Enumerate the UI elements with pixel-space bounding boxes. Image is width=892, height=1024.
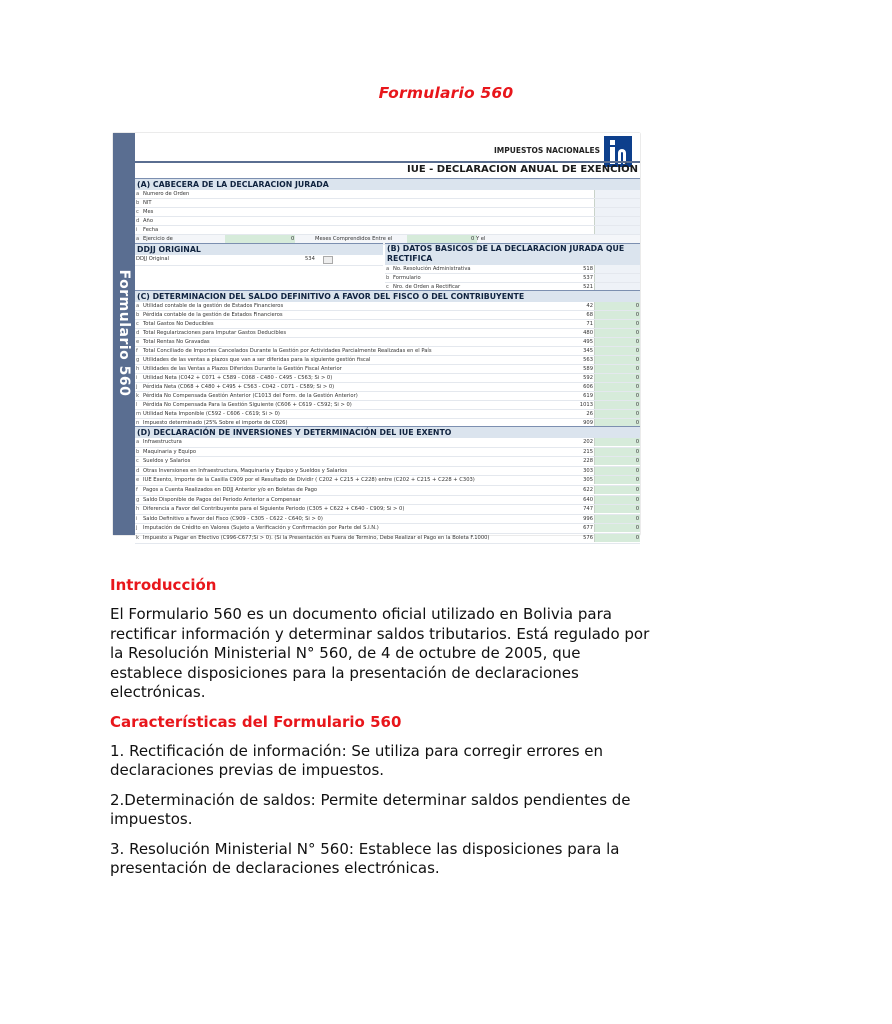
form-row: h Utilidades de las Ventas a Plazos Diferidos Durante la Gestión Fiscal Anterior 589 0 — [136, 366, 639, 372]
period-row: a Ejercicio de 0 Meses Comprendidos Entre el 0 Y el — [135, 235, 640, 245]
form-row: c Total Gastos No Deducibles 71 0 — [136, 321, 639, 327]
form-row: b Pérdida contable de la gestión de Estados Financieros 68 0 — [136, 312, 639, 318]
form-row: b NIT — [135, 199, 640, 208]
form-row: d Otras Inversiones en Infraestructura, Maquinaria y Equipo y Sueldos y Salarios 303 0 — [135, 467, 640, 477]
section-a-heading: (A) CABECERA DE LA DECLARACION JURADA — [135, 178, 640, 190]
form-row: f Pagos a Cuenta Realizados en DDJJ Anterior y/o en Boletas de Pago 622 0 — [135, 486, 640, 496]
form-row: a Utilidad contable de la gestión de Estados Financieros 42 0 — [136, 303, 639, 309]
form-row: g Saldo Disponible de Pagos del Periodo Anterior a Compensar 640 0 — [135, 496, 640, 506]
section-d-heading: (D) DECLARACIÓN DE INVERSIONES Y DETERMINACIÓN DEL IUE EXENTO — [135, 426, 640, 438]
ddjj-original-block — [135, 243, 383, 266]
form-row: a Numero de Orden — [135, 190, 640, 199]
form-row: j Imputación de Crédito en Valores (Sujeto a Verificación y Confirmación por Parte del S.I.N.) 677 0 — [135, 524, 640, 534]
form-row: j Pérdida Neta (C068 + C480 + C495 + C563 - C042 - C071 - C589; Si > 0) 606 0 — [136, 384, 639, 390]
feature-item-1: 1. Rectificación de información: Se utiliza para corregir errores en declaraciones previas de impuestos. — [110, 741, 604, 779]
form-row: n Impuesto determinado (25% Sobre el importe de C026) 909 0 — [136, 420, 639, 426]
section-b — [385, 243, 640, 292]
section-a — [135, 178, 640, 245]
brand-name: IMPUESTOS NACIONALES — [493, 146, 600, 155]
section-d — [135, 426, 640, 544]
form-side-label: Formulario 560 — [116, 269, 132, 397]
ddjj-heading: DDJJ ORIGINAL — [135, 243, 383, 255]
form-row: m Utilidad Neta Imponible (C592 - C606 - C619; Si > 0) 26 0 — [136, 411, 639, 417]
document-title: Formulario 560 — [378, 84, 514, 102]
form-row: i Fecha — [135, 226, 640, 235]
form-row: f Total Conciliado de Importes Cancelados Durante la Gestión por Actividades Parcialmente Realizadas en el País 345 0 — [136, 348, 639, 354]
intro-paragraph: El Formulario 560 es un documento oficial utilizado en Bolivia para rectificar información y determinar saldos tributarios. Está regulado por la Resolución Ministerial N° 560, de 4 de octubre de 2005, que establece disposiciones para la presentación de declaraciones electrónicas. — [110, 605, 650, 701]
form-row: e IUE Exento, Importe de la Casilla C909 por el Resultado de Dividir ( C202 + C215 + C228) entre (C202 + C215 + C228 + C303) 305 0 — [135, 476, 640, 486]
form-560-image — [113, 133, 640, 541]
intro-heading: Introducción — [110, 576, 217, 594]
form-main-title: IUE - DECLARACION ANUAL DE EXENCIÓN — [135, 161, 640, 177]
section-c-heading: (C) DETERMINACION DEL SALDO DEFINITIVO A FAVOR DEL FISCO O DEL CONTRIBUYENTE — [135, 290, 640, 302]
features-heading: Características del Formulario 560 — [110, 712, 402, 731]
form-row: a No. Resolución Administrativa 518 — [385, 265, 640, 274]
form-row: b Formulario 537 — [385, 274, 640, 283]
form-row: c Nro. de Orden a Rectificar 521 — [385, 283, 640, 292]
body-text — [110, 576, 650, 879]
feature-item-2: 2.Determinación de saldos: Permite determinar saldos pendientes de impuestos. — [110, 790, 631, 828]
form-side-bar — [113, 133, 135, 535]
form-row: i Saldo Definitivo a Favor del Fisco (C909 - C305 - C622 - C640; Si > 0) 996 0 — [135, 515, 640, 525]
form-row: k Impuesto a Pagar en Efectivo (C996-C677;Si > 0). (Si la Presentación es Fuera de Termino, Debe Realizar el Pago en la Boleta F.1000) 576 0 — [135, 534, 640, 544]
form-row: h Diferencia a Favor del Contribuyente para el Siguiente Periodo (C305 + C622 + C640 - C909; Si > 0) 747 0 — [135, 505, 640, 515]
form-row: g Utilidades de las ventas a plazos que van a ser diferidas para la siguiente gestión fiscal 563 0 — [136, 357, 639, 363]
form-row: e Total Rentas No Gravadas 495 0 — [136, 339, 639, 345]
form-row: i Utilidad Neta (C042 + C071 + C589 - C068 - C480 - C495 - C563; Si > 0) 592 0 — [136, 375, 639, 381]
form-row: c Sueldos y Salarios 228 0 — [135, 457, 640, 467]
form-row: l Pérdida No Compensada Para la Gestión Siguiente (C606 + C619 - C592; Si > 0) 1013 0 — [136, 402, 639, 408]
form-row: b Maquinaria y Equipo 215 0 — [135, 448, 640, 458]
section-b-heading: (B) DATOS BASICOS DE LA DECLARACION JURADA QUE RECTIFICA — [385, 243, 640, 265]
form-row: d Total Regularizaciones para Imputar Gastos Deducibles 480 0 — [136, 330, 639, 336]
ddjj-row: DDJJ Original 534 — [135, 255, 383, 266]
section-c — [135, 290, 640, 428]
form-row: d Año — [135, 217, 640, 226]
feature-item-3: 3. Resolución Ministerial N° 560: Establece las disposiciones para la presentación de declaraciones electrónicas. — [110, 839, 620, 877]
form-row: a Infraestructura 202 0 — [135, 438, 640, 448]
form-row: k Pérdida No Compensada Gestión Anterior (C1013 del Form. de la Gestión Anterior) 619 0 — [136, 393, 639, 399]
form-row: c Mes — [135, 208, 640, 217]
